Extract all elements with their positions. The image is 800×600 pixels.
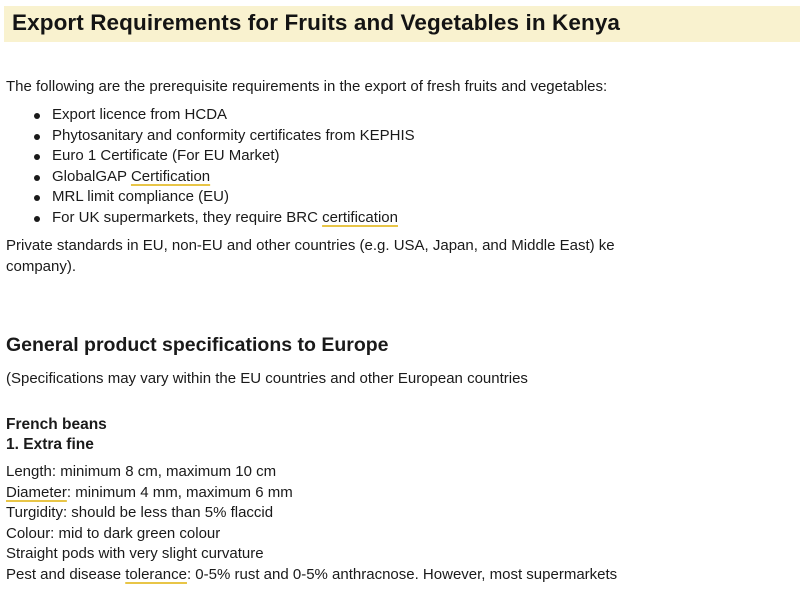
list-item	[32, 105, 415, 126]
spellcheck-marked-word: certification	[322, 208, 398, 226]
spec-pest-label: Pest and disease	[6, 565, 126, 583]
bullet-icon	[34, 134, 40, 140]
spec-length: Length: minimum 8 cm, maximum 10 cm	[6, 463, 277, 480]
spec-pest-value: : 0-5% rust and 0-5% anthracnose. However, most supermarkets	[186, 565, 618, 583]
spec-diameter-value: : minimum 4 mm, maximum 6 mm	[66, 483, 293, 501]
private-standards-line: Private standards in EU, non-EU and other countries (e.g. USA, Japan, and Middle East) ke	[6, 237, 615, 254]
requirement-text: GlobalGAP	[52, 167, 131, 185]
requirement-text: Export licence from HCDA	[52, 106, 228, 123]
list-item	[32, 126, 415, 147]
spellcheck-marked-word: Certification	[130, 167, 211, 185]
specifications-note: (Specifications may vary within the EU countries and other European countries	[6, 370, 528, 387]
spec-pest-tolerance	[6, 565, 800, 586]
list-item	[32, 146, 415, 167]
bullet-icon	[34, 216, 40, 222]
requirements-list	[32, 105, 415, 228]
bullet-icon	[34, 175, 40, 181]
intro-text: The following are the prerequisite requirements in the export of fresh fruits and vegetables:	[6, 78, 608, 95]
page-title: Export Requirements for Fruits and Vegetables in Kenya	[12, 10, 621, 35]
list-item	[32, 167, 415, 188]
bullet-icon	[34, 195, 40, 201]
private-standards-line: company).	[6, 257, 77, 275]
requirement-text: For UK supermarkets, they require BRC	[52, 208, 323, 226]
list-item	[32, 208, 415, 229]
bullet-icon	[34, 113, 40, 119]
private-standards-paragraph	[6, 236, 800, 277]
requirement-text: Phytosanitary and conformity certificates from KEPHIS	[52, 126, 415, 144]
spec-diameter	[6, 483, 800, 504]
product-name: French beans	[6, 416, 107, 433]
product-grade: 1. Extra fine	[6, 436, 94, 453]
section-heading: General product specifications to Europe	[6, 334, 389, 356]
spec-turgidity: Turgidity: should be less than 5% flaccid	[6, 504, 274, 522]
spellcheck-marked-word: Diameter	[6, 483, 67, 501]
spec-colour: Colour: mid to dark green colour	[6, 524, 221, 542]
list-item	[32, 187, 415, 208]
specification-list	[6, 462, 800, 586]
spec-pods: Straight pods with very slight curvature	[6, 545, 264, 563]
spellcheck-marked-word: tolerance	[125, 565, 187, 583]
requirement-text: MRL limit compliance (EU)	[52, 188, 229, 205]
requirement-text: Euro 1 Certificate (For EU Market)	[52, 147, 280, 164]
bullet-icon	[34, 154, 40, 160]
